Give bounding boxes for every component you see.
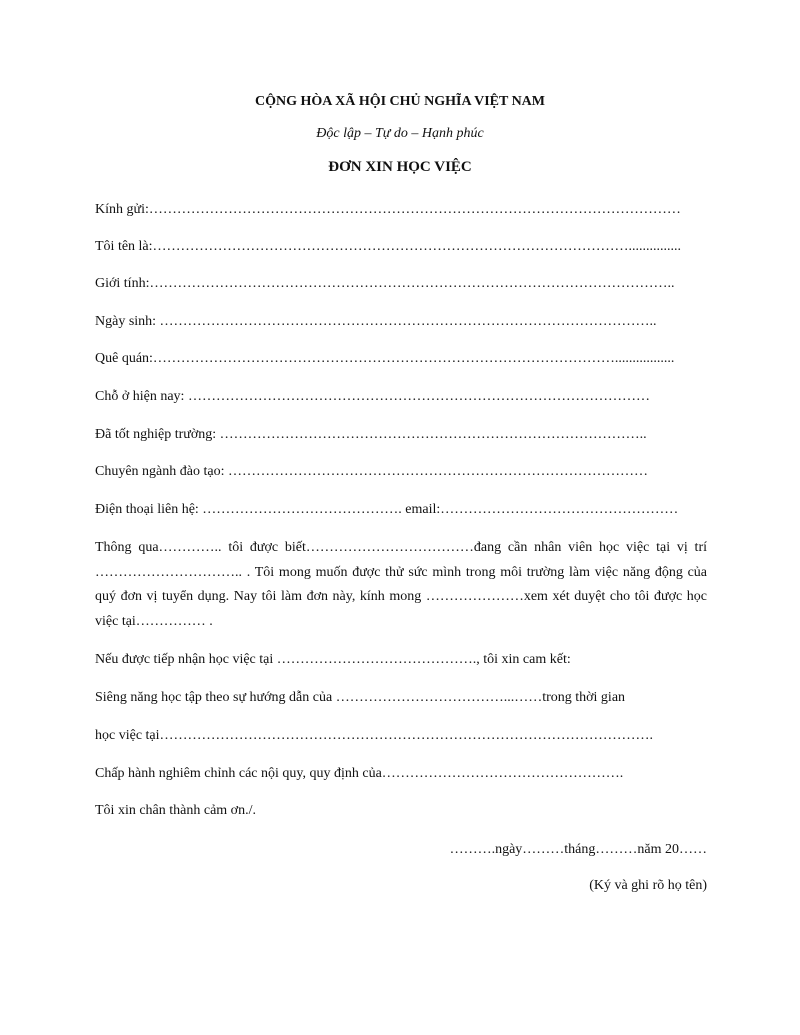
commitment-line-1: Siêng năng học tập theo sự hướng dẫn của ………………………………...……trong thời gian xyxy=(95,690,626,705)
signature-note: (Ký và ghi rõ họ tên) xyxy=(589,878,707,893)
closing-thanks: Tôi xin chân thành cảm ơn./. xyxy=(95,803,256,818)
field-dien-thoai-email: Điện thoại liên hệ: ……………………………………. email:…………………………………………… xyxy=(95,502,679,517)
field-tot-nghiep: Đã tốt nghiệp trường: ……………………………………………………………………………….. xyxy=(95,427,647,442)
field-kinh-gui: Kính gửi:…………………………………………………………………………………………………… xyxy=(95,202,681,217)
date-line: ……….ngày………tháng………năm 20…… xyxy=(449,842,707,857)
commitment-line-3: Chấp hành nghiêm chỉnh các nội quy, quy định của……………………………………………. xyxy=(95,766,624,781)
field-gioi-tinh: Giới tính:………………………………………………………………………………………………….. xyxy=(95,276,675,291)
body-paragraph: Thông qua………….. tôi được biết………………………………đang cần nhân viên học việc tại vị trí ………………………….. . Tôi mong muốn được thử sức mình trong môi trường làm việc năng động của quý đơn vị tuyển dụng. Nay tôi làm đơn này, kính mong …………………xem xét duyệt cho tôi được học việc tại…………… . xyxy=(95,540,707,629)
commitment-intro: Nếu được tiếp nhận học việc tại ……………………………………., tôi xin cam kết: xyxy=(95,652,571,667)
document-title: ĐƠN XIN HỌC VIỆC xyxy=(328,159,472,175)
field-ngay-sinh: Ngày sinh: …………………………………………………………………………………………….. xyxy=(95,314,657,329)
field-chuyen-nganh: Chuyên ngành đào tạo: ……………………………………………………………………………… xyxy=(95,464,648,479)
commitment-line-2: học việc tại……………………………………………………………………………………………. xyxy=(95,728,654,743)
national-motto: Độc lập – Tự do – Hạnh phúc xyxy=(316,126,484,141)
national-heading: CỘNG HÒA XÃ HỘI CHỦ NGHĨA VIỆT NAM xyxy=(254,94,545,109)
field-que-quan: Quê quán:………………………………………………………………………………………................. xyxy=(95,351,675,366)
field-cho-o: Chỗ ở hiện nay: ……………………………………………………………………………………… xyxy=(95,389,650,404)
field-ho-ten: Tôi tên là:…………………………………………………………………………………………............... xyxy=(95,239,682,254)
